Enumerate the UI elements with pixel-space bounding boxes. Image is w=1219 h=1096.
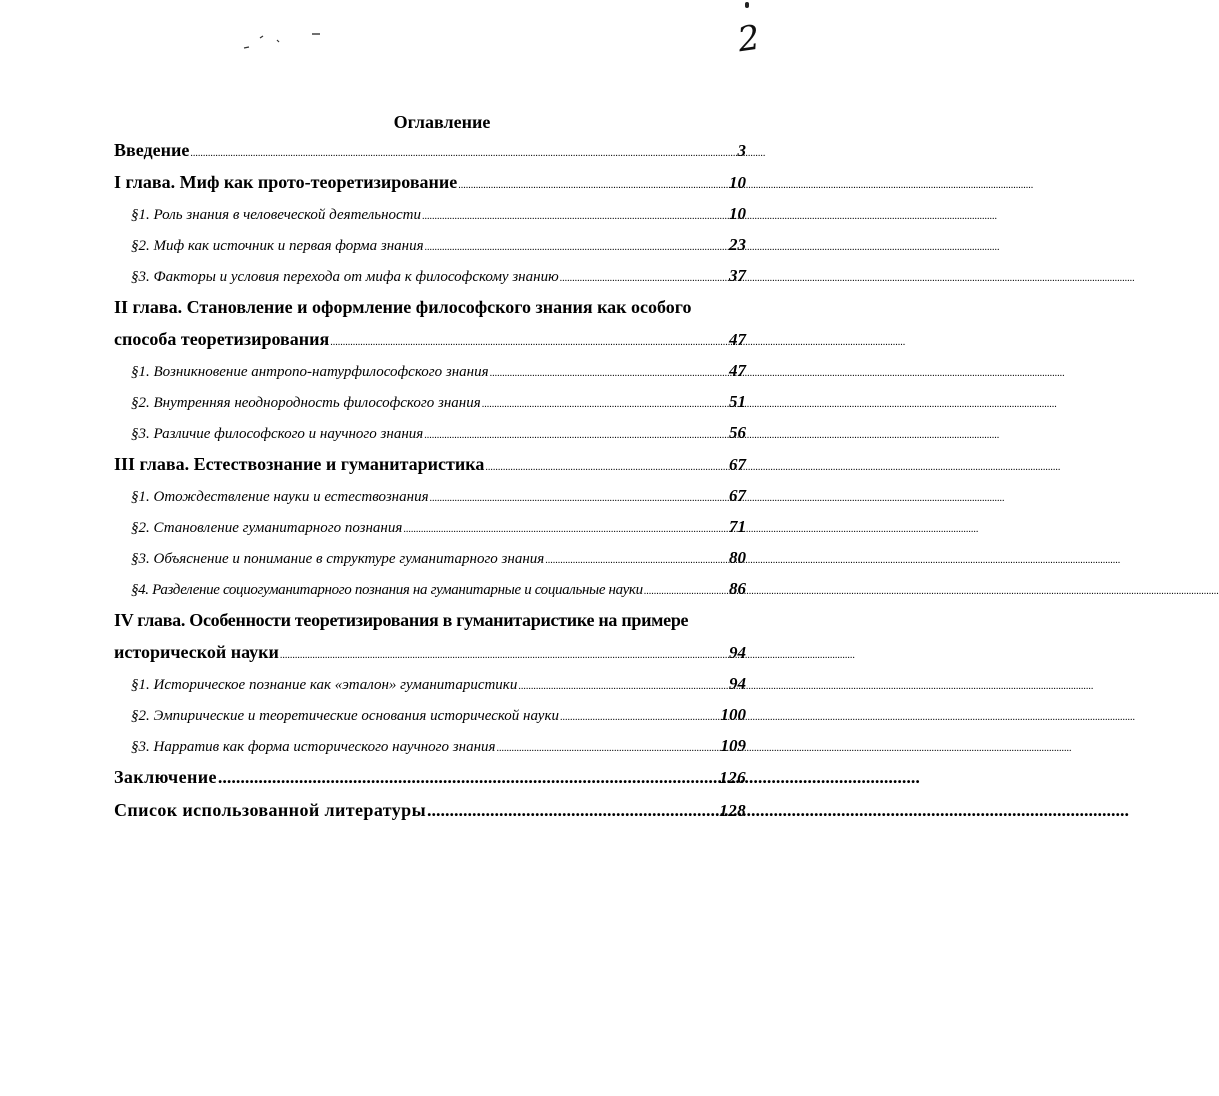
- toc-entry-section-3-4[interactable]: [114, 573, 746, 604]
- toc-entry-section-1-3[interactable]: [114, 260, 746, 291]
- toc-entry-chapter-4[interactable]: [114, 636, 746, 668]
- toc-entry-chapter-2-heading[interactable]: II глава. Становление и оформление философского знания как особого: [114, 297, 692, 317]
- handwritten-page-number: 2: [735, 17, 763, 61]
- toc-entry-page: 3: [737, 141, 746, 160]
- toc-entry-label: §4. Разделение социогуманитарного познания на гуманитарные и социальные науки: [131, 582, 643, 598]
- toc-entry-page: 10: [729, 173, 746, 192]
- toc-entry-chapter-4-heading[interactable]: IV глава. Особенности теоретизирования в гуманитаристике на примере: [114, 610, 689, 630]
- dot-leader: [422, 201, 728, 232]
- toc-entry-label: §2. Становление гуманитарного познания: [131, 520, 403, 536]
- toc-entry-label: §3. Объяснение и понимание в структуре гуманитарного знания: [131, 551, 545, 567]
- toc-entry-bibliography[interactable]: [114, 794, 746, 827]
- toc-entry-page: 23: [729, 235, 746, 254]
- toc-entry-label: §2. Эмпирические и теоретические основания исторической науки: [131, 708, 559, 724]
- toc-entry-page: 126: [719, 768, 746, 787]
- toc-entry-section-1-2[interactable]: [114, 229, 746, 260]
- toc-entry-label: исторической науки: [114, 642, 279, 662]
- dot-leader: [425, 232, 728, 263]
- toc-entry-label: §2. Миф как источник и первая форма знания: [131, 238, 424, 254]
- toc-entry-page: 128: [719, 801, 746, 820]
- toc-entry-label: §2. Внутренняя неоднородность философского знания: [131, 395, 481, 411]
- toc-entry-page: 47: [729, 330, 746, 349]
- toc-title: Оглавление: [393, 112, 491, 132]
- toc-entry-label: I глава. Миф как прото-теоретизирование: [114, 172, 458, 192]
- dot-leader: [496, 733, 719, 764]
- dot-leader: [218, 761, 718, 794]
- toc-entry-section-2-2[interactable]: [114, 386, 746, 417]
- toc-entry-label: способа теоретизирования: [114, 329, 330, 349]
- table-of-contents: [114, 134, 746, 827]
- toc-entry-page: 37: [729, 266, 746, 285]
- dot-leader: [560, 702, 720, 733]
- toc-entry-label: Заключение: [114, 767, 217, 787]
- toc-entry-section-3-1[interactable]: [114, 480, 746, 511]
- dot-leader: [424, 420, 728, 451]
- toc-entry-page: 71: [729, 517, 746, 536]
- toc-entry-chapter-1[interactable]: [114, 166, 746, 198]
- toc-entry-label: Введение: [114, 140, 190, 160]
- toc-entry-label: §3. Нарратив как форма исторического научного знания: [131, 739, 496, 755]
- dot-leader: [644, 576, 728, 607]
- toc-entry-label: Список использованной литературы: [114, 800, 427, 820]
- dot-leader: [490, 358, 728, 389]
- toc-entry-page: 51: [729, 392, 746, 411]
- dot-leader: [430, 483, 728, 514]
- toc-entry-label: III глава. Естествознание и гуманитаристика: [114, 454, 485, 474]
- toc-entry-conclusion[interactable]: [114, 761, 746, 794]
- toc-entry-label: §3. Факторы и условия перехода от мифа к философскому знанию: [131, 269, 559, 285]
- toc-entry-label: §1. Историческое познание как «эталон» гуманитаристики: [131, 677, 518, 693]
- dot-leader: [482, 389, 728, 420]
- toc-entry-page: 94: [729, 643, 746, 662]
- toc-entry-page: 47: [729, 361, 746, 380]
- toc-entry-page: 94: [729, 674, 746, 693]
- toc-entry-page: 10: [729, 204, 746, 223]
- toc-entry-page: 86: [729, 579, 746, 598]
- toc-entry-label: §1. Роль знания в человеческой деятельности: [131, 207, 422, 223]
- toc-entry-section-3-2[interactable]: [114, 511, 746, 542]
- toc-entry-page: 67: [729, 486, 746, 505]
- toc-entry-label: §3. Различие философского и научного знания: [131, 426, 424, 442]
- dot-leader: [403, 514, 728, 545]
- toc-entry-page: 80: [729, 548, 746, 567]
- toc-entry-label: §1. Возникновение антропо-натурфилософского знания: [131, 364, 489, 380]
- dot-leader: [545, 545, 728, 576]
- dot-leader: [560, 263, 728, 294]
- toc-entry-chapter-3[interactable]: [114, 448, 746, 480]
- scan-marks: [240, 30, 330, 54]
- toc-entry-page: 109: [720, 736, 746, 755]
- toc-entry-section-2-3[interactable]: [114, 417, 746, 448]
- toc-entry-section-4-1[interactable]: [114, 668, 746, 699]
- dot-leader: [427, 794, 718, 827]
- toc-entry-chapter-2[interactable]: [114, 323, 746, 355]
- toc-entry-page: 67: [729, 455, 746, 474]
- toc-entry-section-2-1[interactable]: [114, 355, 746, 386]
- toc-entry-section-3-3[interactable]: [114, 542, 746, 573]
- toc-entry-section-4-3[interactable]: [114, 730, 746, 761]
- toc-entry-section-1-1[interactable]: [114, 198, 746, 229]
- scan-speck: [745, 2, 749, 8]
- toc-entry-page: 100: [720, 705, 746, 724]
- dot-leader: [518, 671, 728, 702]
- toc-entry-introduction[interactable]: [114, 134, 746, 166]
- toc-entry-label: §1. Отождествление науки и естествознания: [131, 489, 429, 505]
- toc-entry-page: 56: [729, 423, 746, 442]
- toc-entry-section-4-2[interactable]: [114, 699, 746, 730]
